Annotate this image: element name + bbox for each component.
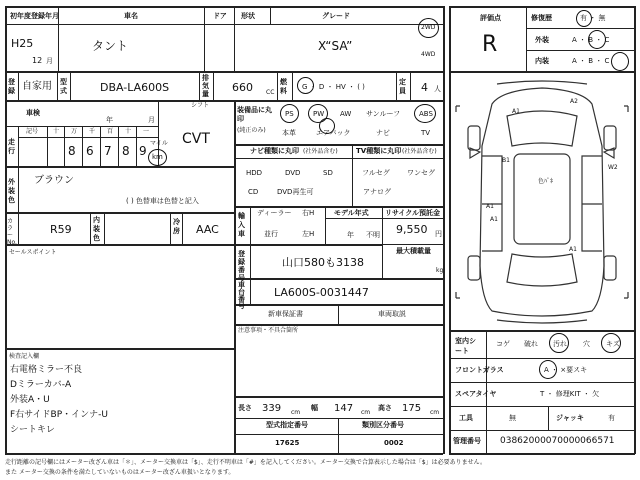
- grade: X“SA”: [318, 39, 353, 53]
- place-label: 十: [53, 128, 60, 135]
- ps-circle: [280, 104, 299, 123]
- class-value: 0002: [384, 439, 404, 447]
- mileage-digit: 7: [104, 144, 112, 158]
- tools-label: 工具: [459, 414, 473, 422]
- type-cert-value: 17625: [275, 439, 300, 447]
- equip-aw: AW: [340, 110, 352, 118]
- class-label: 類別区分番号: [362, 421, 404, 429]
- recycle-label: リサイクル預託金: [385, 209, 441, 217]
- equipment-subtitle: (純正のみ): [237, 127, 266, 134]
- repair-yes-circle: [576, 10, 592, 27]
- diagram-label: A2: [570, 98, 578, 105]
- mile-label: マイル: [150, 140, 168, 147]
- selling-points-label: セールスポイント: [9, 249, 57, 256]
- navi-note: (社外品含む): [303, 148, 338, 155]
- front-glass-a-circle: [539, 360, 557, 379]
- equip-sunroof: サンルーフ: [366, 110, 401, 118]
- capacity-label: 定員: [399, 78, 406, 95]
- inspection-label: 車検: [26, 109, 40, 117]
- shift-label: シフト: [191, 102, 210, 109]
- diagram-label: B1: [502, 157, 510, 164]
- inspection-month-unit: 月: [148, 116, 155, 124]
- equip-abs: ABS: [419, 110, 433, 118]
- place-label: 十: [125, 128, 132, 135]
- length-cm: cm: [291, 409, 301, 416]
- import-parallel: 並行: [264, 230, 278, 238]
- grade-interior-label: 内装: [535, 57, 549, 65]
- equip-ps: PS: [285, 110, 294, 118]
- height-label: 高さ: [378, 404, 392, 412]
- exterior-b-circle: [588, 30, 606, 49]
- width-value: 147: [334, 403, 354, 414]
- seat-option: コゲ: [496, 340, 510, 348]
- mileage-digit-label: 記号: [26, 128, 39, 135]
- import-left-hand: 左H: [302, 230, 315, 238]
- registration-plate: 山口580も3138: [282, 256, 364, 269]
- import-dealer: ディーラー: [257, 209, 292, 217]
- tools-value: 無: [509, 414, 516, 422]
- km-label: km: [152, 153, 163, 161]
- score-value: R: [482, 32, 498, 57]
- first-reg-year: H25: [11, 37, 34, 50]
- exterior-note: ( ) 色替車は色替と記入: [126, 197, 199, 205]
- drive-4wd: 4WD: [421, 51, 436, 58]
- tv-option: アナログ: [363, 188, 391, 196]
- exterior-color: ブラウン: [34, 175, 74, 186]
- equip-tv: TV: [421, 129, 431, 137]
- seat-option: 汚れ: [553, 340, 567, 348]
- navi-option: DVD再生可: [277, 188, 314, 196]
- management-label: 管理番号: [453, 437, 481, 445]
- drive-2wd-circle: [418, 18, 439, 38]
- color-no-label: カラーNo.: [7, 218, 17, 246]
- equipment-title: 装備品に丸印: [237, 106, 272, 123]
- mileage-digit: 9: [139, 144, 147, 158]
- displacement: 660: [232, 81, 253, 94]
- inspector-note-item: 右電格ミラー不良: [10, 365, 83, 375]
- chassis-number: LA600S-0031447: [274, 286, 369, 299]
- equip-leather: 本革: [282, 129, 296, 137]
- inspection-year-unit: 年: [106, 116, 113, 124]
- width-cm: cm: [361, 409, 371, 416]
- row1-header-line: [5, 24, 443, 25]
- mileage-digit: 8: [122, 144, 130, 158]
- yen-unit: 円: [435, 230, 442, 238]
- jack-value: 有: [608, 414, 615, 422]
- type-cert-label: 型式指定番号: [266, 421, 308, 429]
- import-right-hand: 右H: [302, 209, 315, 217]
- import-label: 輸入車: [238, 212, 245, 238]
- chassis-label: 車台番号: [238, 281, 245, 310]
- inspector-note-item: シートキレ: [10, 425, 55, 435]
- grade-exterior-label: 外装: [535, 36, 549, 44]
- interior-c-circle: [611, 52, 629, 71]
- height-cm: cm: [430, 409, 440, 416]
- seat-option: 破れ: [524, 340, 538, 348]
- place-label: 百: [107, 128, 114, 135]
- score-label: 評価点: [480, 14, 501, 22]
- equip-navi: ナビ: [376, 129, 390, 137]
- width-label: 幅: [311, 404, 318, 412]
- equip-pw: PW: [313, 110, 325, 118]
- model-label: 型式: [60, 78, 67, 95]
- footer-line-1: 走行距離の記号欄にはメーター改ざん車は「＊」、メーター交換車は「$」、走行不明車は「#」を記入してください。メーター交換で合算表示した場合は「$」は必要ありません。: [5, 459, 487, 466]
- model-year-label: モデル年式: [334, 209, 369, 217]
- place-label: 万: [71, 128, 78, 135]
- drive-2wd: 2WD: [421, 24, 436, 31]
- front-glass-opts: A ・ ×要スキ: [544, 366, 588, 374]
- car-name: タント: [92, 39, 129, 53]
- spare-label: スペアタイヤ: [455, 390, 497, 398]
- height-value: 175: [402, 403, 422, 414]
- registration-label: 登録番号: [238, 250, 245, 282]
- ac-value: AAC: [196, 223, 219, 236]
- ac-label: 冷房: [173, 218, 180, 235]
- repair-opts: 有 ・ 無: [580, 14, 606, 22]
- grade-exterior-opts: A ・ B ・ C: [572, 36, 610, 44]
- body-type-label: 形状: [241, 12, 255, 20]
- color-no: R59: [50, 223, 72, 236]
- door-label: ドア: [213, 12, 227, 20]
- equip-airbag: エアバック: [316, 129, 351, 137]
- usage: 自家用: [22, 81, 52, 92]
- fuel-g-circle: [297, 77, 314, 94]
- diagram-label: 色ﾊﾟﾈ: [538, 178, 554, 185]
- management-number: 03862000070000066571: [500, 436, 615, 446]
- length-value: 339: [262, 403, 282, 414]
- tv-title: TV種類に丸印: [356, 147, 402, 155]
- km-circle: [148, 149, 167, 166]
- interior-color-label: 内装色: [93, 216, 100, 242]
- inspector-notes-label: 検査記入欄: [9, 353, 40, 360]
- car-name-label: 車名: [124, 12, 138, 20]
- displacement-label: 排気量: [202, 74, 209, 98]
- inspector-note-item: 外装A・U: [10, 395, 50, 405]
- fuel-options: G ・ D ・ HV ・ ( ): [302, 83, 365, 91]
- exterior-label: 外装色: [8, 178, 15, 204]
- manual-label: 車両取説: [378, 310, 406, 318]
- inspector-note-item: F右サイドBP・インナ-U: [10, 410, 108, 420]
- navi-option: SD: [323, 169, 333, 177]
- warranty-label: 新車保証書: [268, 310, 303, 318]
- diagram-label: A1: [569, 246, 577, 253]
- spare-opts: T ・ 修理KIT ・ 欠: [540, 390, 600, 398]
- mileage-label: 走行: [8, 138, 15, 155]
- tv-option: ワンセグ: [407, 169, 435, 177]
- shift-value: CVT: [182, 131, 210, 147]
- recycle-amount: 9,550: [396, 223, 428, 236]
- max-load-label: 最大積載量: [396, 247, 431, 255]
- diagram-label: A1: [512, 108, 520, 115]
- notes-label: 注意事項・不具合箇所: [238, 327, 299, 334]
- cc-unit: CC: [266, 89, 275, 96]
- first-reg-label: 初年度登録年月: [10, 12, 59, 20]
- navi-option: CD: [248, 188, 259, 196]
- footer-line-2: また メーター交換の条件を満たしていないものはメーター改ざん車扱いとなります。: [5, 469, 235, 476]
- person-unit: 人: [434, 85, 441, 93]
- border-right-left-block: [443, 6, 445, 454]
- car-diagram: [452, 76, 632, 328]
- border-bottom-left-block: [5, 453, 443, 455]
- diagram-label: A1: [490, 216, 498, 223]
- mileage-digit: 8: [68, 144, 76, 158]
- grade-interior-opts: A ・ B ・ C: [572, 57, 610, 65]
- tv-option: フルセグ: [362, 169, 390, 177]
- border-top: [5, 6, 443, 8]
- diagram-label: W2: [608, 164, 618, 171]
- seat-stain-circle: [549, 333, 569, 353]
- place-label: 千: [89, 128, 96, 135]
- model-year-unit: 年: [347, 231, 354, 239]
- seat-option: 穴: [583, 340, 590, 348]
- jack-label: ジャッキ: [556, 414, 584, 422]
- place-label: 一: [143, 128, 150, 135]
- first-reg-month: 12: [32, 56, 43, 65]
- navi-title: ナビ種類に丸印: [250, 147, 299, 155]
- navi-option: HDD: [246, 169, 263, 177]
- tv-note: (社外品含む): [402, 148, 437, 155]
- fuel-label: 燃料: [280, 78, 287, 95]
- seat-scratch-circle: [601, 333, 621, 353]
- reg-label: 登録: [8, 78, 15, 95]
- diagram-label: A1: [486, 203, 494, 210]
- length-label: 長さ: [238, 404, 252, 412]
- kg-unit: kg: [436, 267, 444, 274]
- capacity: 4: [421, 81, 428, 94]
- inspector-note-item: Dミラーカバ-A: [10, 380, 72, 390]
- mileage-digit: 6: [86, 144, 94, 158]
- interior-seat-label: 室内シート: [455, 337, 476, 355]
- seat-option: キズ: [606, 340, 620, 348]
- navi-option: DVD: [285, 169, 301, 177]
- model-year-unknown: 不明: [366, 231, 380, 239]
- airbag-circle: [319, 118, 335, 134]
- abs-circle: [414, 104, 436, 123]
- model-code: DBA-LA600S: [100, 81, 170, 94]
- grade-label: グレード: [322, 12, 350, 20]
- front-glass-label: フロントガラス: [455, 366, 504, 374]
- repair-label: 修復歴: [531, 14, 552, 22]
- month-unit: 月: [46, 57, 53, 65]
